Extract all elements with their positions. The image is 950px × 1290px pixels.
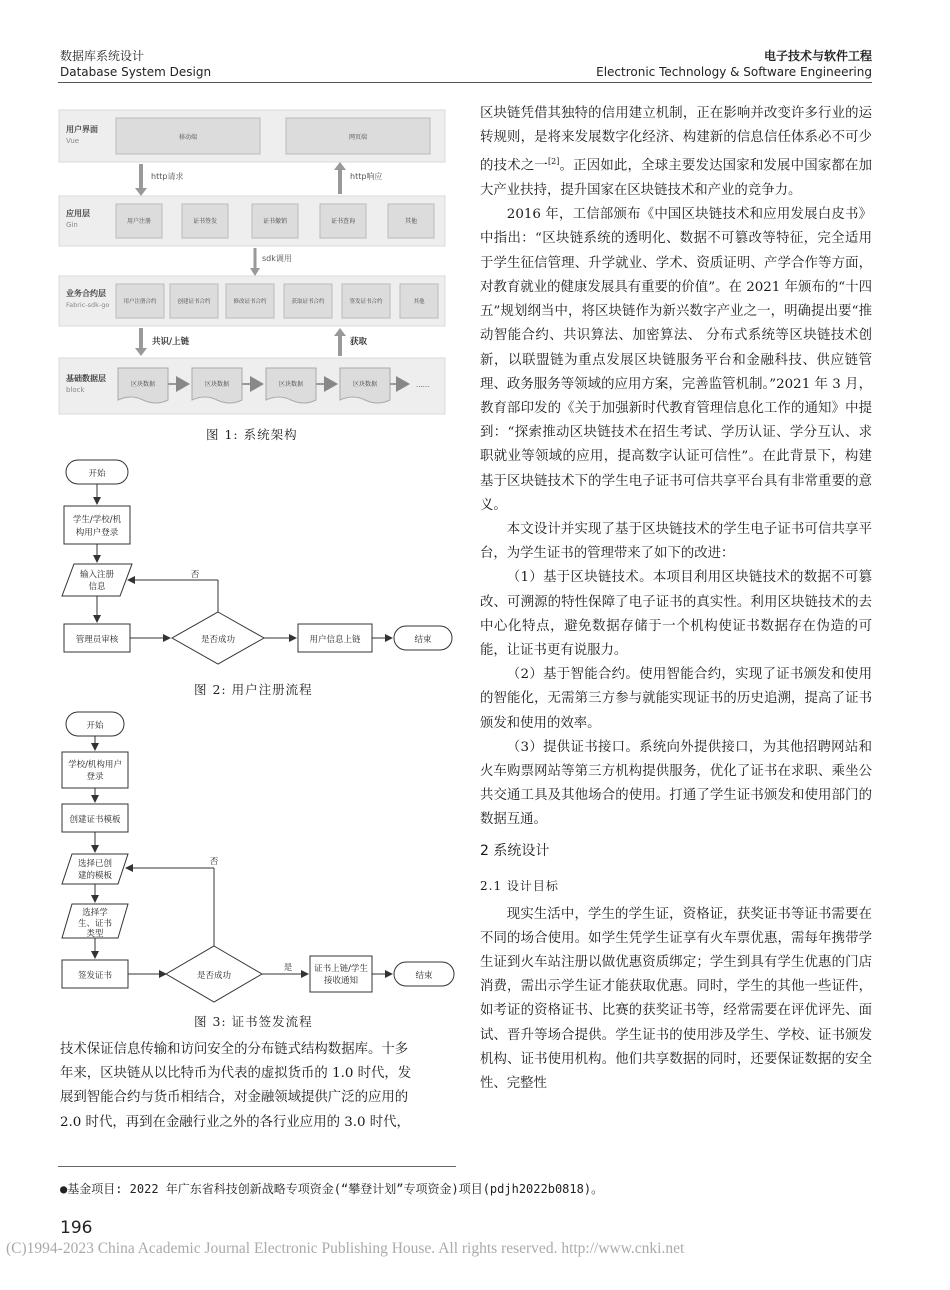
journal-title-cn: 电子技术与软件工程: [763, 49, 872, 63]
flow2-upload: 用户信息上链: [309, 635, 361, 645]
copyright-watermark: (C)1994-2023 China Academic Journal Electronic Publishing House. All rights reserved. http://www.cnki.net: [6, 1240, 685, 1257]
left-line: 年来，区块链从以比特币为代表的虚拟货币的 1.0 时代，发: [60, 1066, 412, 1082]
flow2-no-label: 否: [190, 570, 200, 580]
flow3-start: 开始: [86, 721, 104, 731]
contract-layer-label: 业务合约层: [66, 289, 106, 298]
paragraph-item-2: （2）基于智能合约。使用智能合约，实现了证书颁发和使用的智能化，无需第三方参与就能实现证书的历史追溯，提高了证书颁发和使用的效率。: [480, 667, 872, 731]
paragraph-design-goal: 现实生活中，学生的学生证，资格证，获奖证书等证书需要在不同的场合使用。如学生凭学生证享有火车票优惠，需每年携带学生证到火车站注册以做优惠资质绑定；学生到具有学生优惠的门店消费，需出示学生证才能获取优惠。同时，学生的其他一些证件，如考证的资格证书、比赛的获奖证书等，经常需要在评优评先、面试、晋升等场合提供。学生证书的使用涉及学生、学校、证书颁发机构、证书使用机构。他们共享数据的同时，还要保证数据的安全性、完整性: [480, 906, 872, 1091]
left-column-text: [60, 1038, 456, 1135]
block-item: 区块数据: [204, 381, 230, 388]
flow3-no-label: 否: [209, 857, 219, 867]
contract-item: 获取证书合约: [291, 299, 325, 305]
flow3-select-template-line2: 建的模板: [77, 871, 113, 881]
app-layer-label: 应用层: [66, 209, 90, 218]
base-layer-sub: block: [66, 386, 85, 394]
block-item: 区块数据: [352, 381, 378, 388]
flow3-choose: 选择学: [82, 908, 108, 918]
right-column-text: [480, 102, 872, 1096]
contract-item: 修改证书合约: [233, 299, 267, 305]
journal-section-header: [60, 48, 211, 80]
app-item: 证书签发: [192, 218, 218, 225]
figure-1-architecture: [58, 108, 448, 420]
app-layer-sub: Gin: [66, 221, 78, 229]
flow3-login-line2: 登录: [86, 772, 104, 782]
figure-2-caption: 图 2: 用户注册流程: [194, 682, 313, 697]
journal-title-en: Electronic Technology & Software Engineering: [596, 65, 872, 79]
section-title-cn: 数据库系统设计: [60, 49, 145, 63]
block-ellipsis: ......: [416, 381, 430, 389]
app-item: 用户注册: [126, 218, 152, 225]
flow3-decision: 是否成功: [196, 971, 232, 981]
contract-item: 签发证书合约: [349, 299, 383, 305]
page-number: 196: [60, 1218, 93, 1238]
flow2-input-line2: 信息: [88, 582, 106, 592]
journal-title-header: [596, 48, 872, 80]
base-layer-label: 基础数据层: [66, 374, 106, 383]
left-line: 2.0 时代，再到在金融行业之外的各行业应用的 3.0 时代，: [60, 1114, 410, 1130]
header-divider: [58, 82, 872, 83]
contract-layer-sub: Fabric-sdk-go: [66, 301, 110, 309]
block-item: 区块数据: [278, 381, 304, 388]
left-line: 技术保证信息传输和访问安全的分布链式结构数据库。十多: [60, 1042, 409, 1057]
section-heading-2: 2 系统设计: [480, 842, 550, 859]
flow2-audit: 管理员审核: [75, 635, 119, 645]
flow3-chain-line2: 接收通知: [323, 976, 359, 986]
app-item: 证书查询: [330, 218, 356, 225]
flow3-issue: 签发证书: [77, 971, 113, 981]
figure-2-registration-flow: [58, 456, 458, 674]
flow3-select-template: 选择已创: [77, 859, 113, 869]
footnote-divider: [58, 1166, 456, 1167]
flow2-login: 学生/学校/机: [72, 515, 122, 525]
flow2-start: 开始: [88, 469, 106, 479]
paragraph-improvements: 本文设计并实现了基于区块链技术的学生电子证书可信共享平台，为学生证书的管理带来了如下的改进：: [480, 521, 872, 562]
flow2-input: 输入注册: [79, 570, 115, 580]
paragraph-item-3: （3）提供证书接口。系统向外提供接口，为其他招聘网站和火车购票网站等第三方机构提供服务，优化了证书在求职、乘坐公共交通工具及其他场合的使用。打通了学生证书颁发和使用部门的数据互通。: [480, 739, 872, 828]
flow3-choose-line3: 类型: [86, 929, 104, 939]
paragraph-intro: [480, 102, 872, 203]
paragraph-intro-text: 区块链凭借其独特的信用建立机制，正在影响并改变许多行业的运转规则，是将来发展数字化经济、构建新的信息信任体系必不可少的技术之一: [480, 106, 872, 174]
figure-3-issue-flow: [58, 708, 458, 1006]
paragraph-intro-text-end: 。正因如此，全球主要发达国家和发展中国家都在加大产业扶持，提升国家在区块链技术和产业的竞争力。: [480, 158, 873, 199]
section-title-en: Database System Design: [60, 65, 212, 79]
contract-item: 用户注册合约: [123, 299, 157, 305]
ui-layer-label: 用户界面: [66, 125, 98, 134]
figure-1-caption: 图 1: 系统架构: [206, 427, 298, 442]
paragraph-item-1: （1）基于区块链技术。本项目利用区块链技术的数据不可篡改、可溯源的特性保障了电子证书的真实性。利用区块链技术的去中心化特点，避免数据存储于一个机构使证书数据存在伪造的可能，让证书更有说服力。: [480, 570, 872, 658]
paragraph-whitepaper: 2016 年，工信部颁布《中国区块链技术和应用发展白皮书》中指出：“区块链系统的透明化、数据不可篡改等特征，完全适用于学生征信管理、升学就业、学术、资质证明、产学合作等方面，对教育就业的健康发展具有重要的价值”。在 2021 年颁布的“十四五”规划纲当中，将区块链作为新兴数字产业之一，明确提出要“推动智能合约、共识算法、加密算法、 分布式系统等区块链技术创新，以联盟链为重点发展区块链服务平台和金融科技、供应链管理、政务服务等领域的应用方案，完善监管机制。”2021 年 3 月，教育部印发的《关于加强新时代教育管理信息化工作的通知》中提到：“探索推动区块链技术在招生考试、学历认证、学分互认、求职就业等领域的应用，提高数字认证可信性”。在此背景下，构建基于区块链技术下的学生电子证书可信共享平台具有非常重要的意义。: [480, 207, 872, 513]
flow3-login: 学校/机构用户: [68, 760, 122, 770]
block-item: 区块数据: [130, 381, 156, 388]
block-chain: [118, 368, 429, 403]
contract-item: 其他: [413, 299, 425, 305]
flow3-end: 结束: [415, 971, 433, 981]
flow3-create-template: 创建证书模板: [69, 815, 121, 825]
funding-footnote: ●基金项目: 2022 年广东省科技创新战略专项资金(“攀登计划”专项资金)项目(pdjh2022b0818)。: [60, 1182, 604, 1196]
contract-item: 创建证书合约: [177, 299, 211, 305]
app-item: 证书撤销: [262, 218, 288, 225]
flow2-login-line2: 构用户登录: [75, 528, 119, 538]
citation-ref: [2]: [547, 157, 560, 167]
app-item: 其他: [404, 218, 418, 225]
fetch-label: 获取: [350, 337, 368, 347]
http-response-label: http响应: [350, 172, 383, 181]
http-request-label: http请求: [151, 172, 184, 181]
ui-layer-sub: Vue: [66, 137, 80, 145]
flow2-end: 结束: [414, 635, 432, 645]
flow3-yes-label: 是: [283, 963, 293, 973]
subsection-heading-2-1: 2.1 设计目标: [480, 878, 559, 893]
mobile-box: 移动端: [178, 134, 198, 141]
flow3-chain: 证书上链/学生: [314, 964, 368, 974]
left-line: 展到智能合约与货币相结合，对金融领域提供广泛的应用的: [60, 1090, 409, 1106]
flow2-decision: 是否成功: [200, 635, 236, 645]
flow3-choose-line2: 生、证书: [77, 919, 113, 929]
sdk-label: sdk调用: [262, 254, 292, 263]
figure-3-caption: 图 3: 证书签发流程: [194, 1014, 313, 1029]
web-box: 网页端: [348, 134, 368, 141]
consensus-label: 共识/上链: [152, 337, 190, 347]
